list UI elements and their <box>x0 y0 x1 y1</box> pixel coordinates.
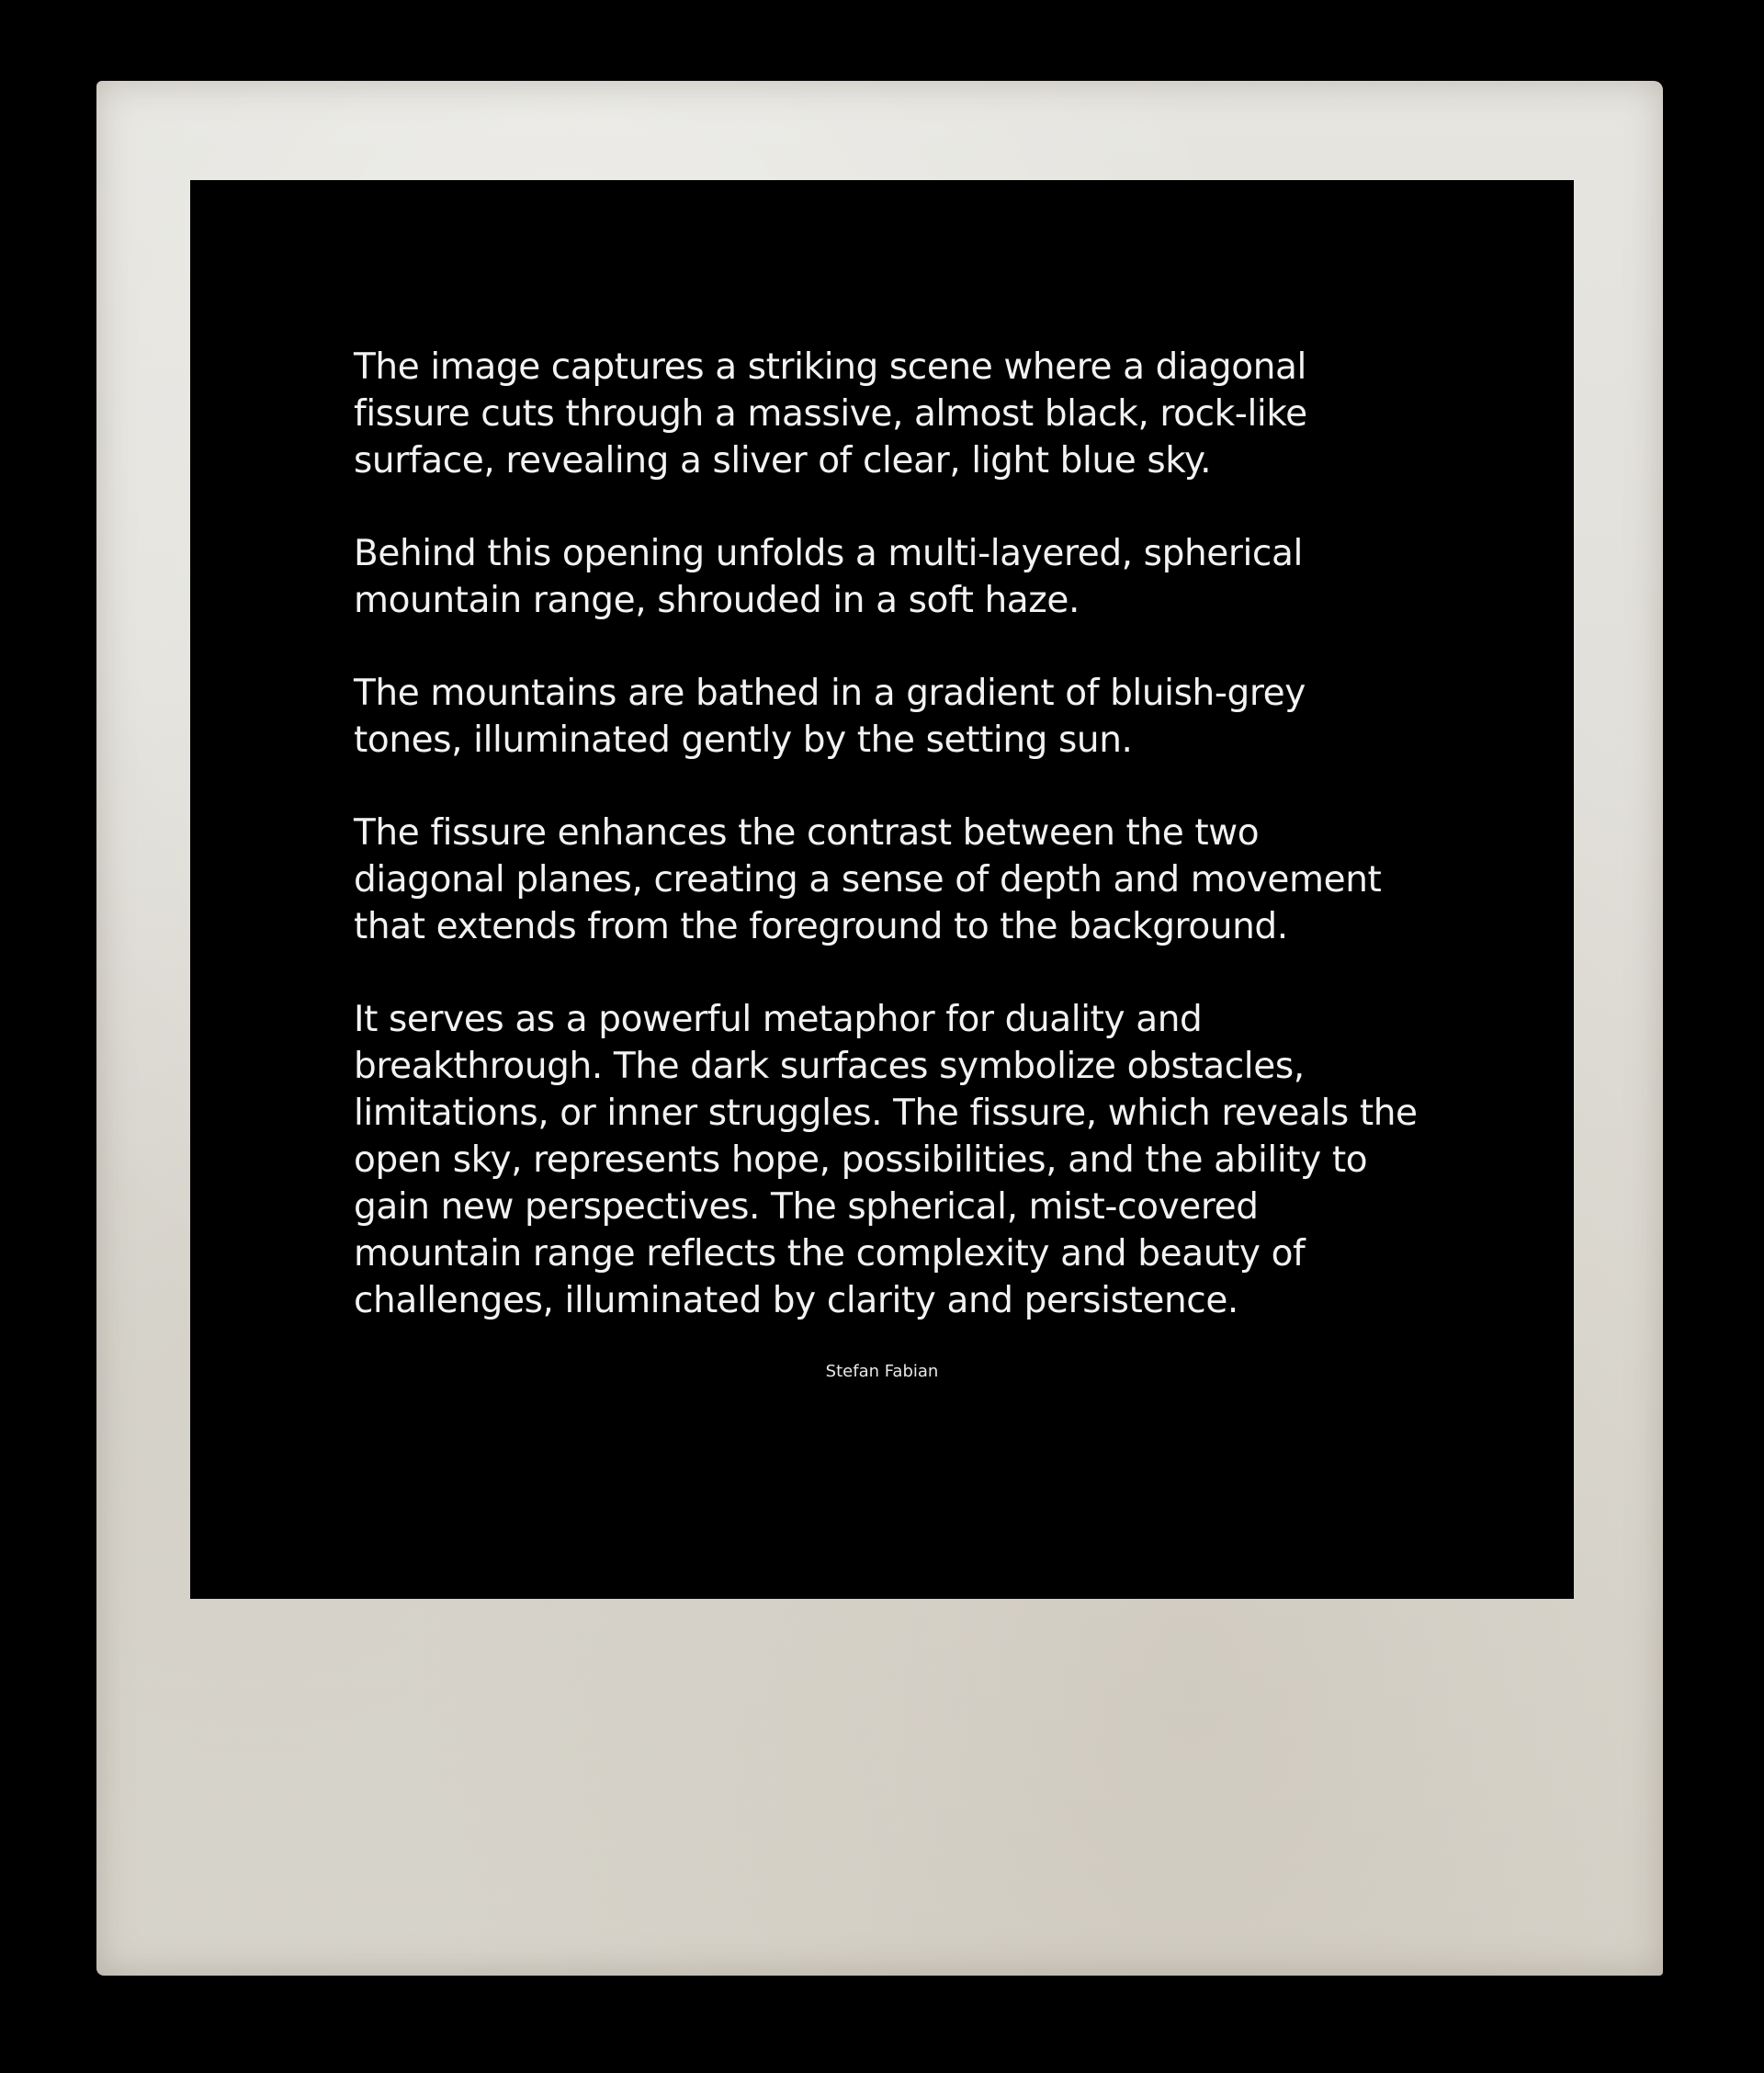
author-signature: Stefan Fabian <box>825 1362 939 1381</box>
paragraph-line: Behind this opening unfolds a multi-layered, spherical <box>354 533 1303 574</box>
paragraph-line: challenges, illuminated by clarity and persistence. <box>354 1280 1238 1321</box>
paragraph-5 <box>354 996 1484 1324</box>
paragraph-line: mountain range, shrouded in a soft haze. <box>354 580 1080 621</box>
paragraph-line: diagonal planes, creating a sense of depth and movement <box>354 859 1382 901</box>
paragraph-4 <box>354 810 1484 950</box>
paragraph-line: breakthrough. The dark surfaces symbolize obstacles, <box>354 1046 1305 1087</box>
paragraph-2 <box>354 530 1484 624</box>
paragraph-line: gain new perspectives. The spherical, mist-covered <box>354 1186 1259 1228</box>
text-block <box>354 344 1484 1370</box>
paragraph-line: The image captures a striking scene where a diagonal <box>354 346 1306 388</box>
paragraph-line: tones, illuminated gently by the setting sun. <box>354 719 1133 761</box>
paragraph-line: The fissure enhances the contrast between the two <box>354 812 1260 854</box>
photo-area <box>190 180 1574 1599</box>
paragraph-line: mountain range reflects the complexity and beauty of <box>354 1233 1306 1274</box>
paragraph-line: It serves as a powerful metaphor for duality and <box>354 999 1203 1040</box>
paragraph-line: The mountains are bathed in a gradient of bluish-grey <box>354 673 1306 714</box>
polaroid-frame <box>96 81 1663 1976</box>
paragraph-3 <box>354 670 1484 764</box>
paragraph-line: open sky, represents hope, possibilities, and the ability to <box>354 1139 1368 1181</box>
paragraph-1 <box>354 344 1484 484</box>
paragraph-line: limitations, or inner struggles. The fissure, which reveals the <box>354 1093 1418 1134</box>
paragraph-line: surface, revealing a sliver of clear, light blue sky. <box>354 440 1212 481</box>
paragraph-line: that extends from the foreground to the background. <box>354 906 1288 947</box>
paragraph-line: fissure cuts through a massive, almost black, rock-like <box>354 393 1307 435</box>
